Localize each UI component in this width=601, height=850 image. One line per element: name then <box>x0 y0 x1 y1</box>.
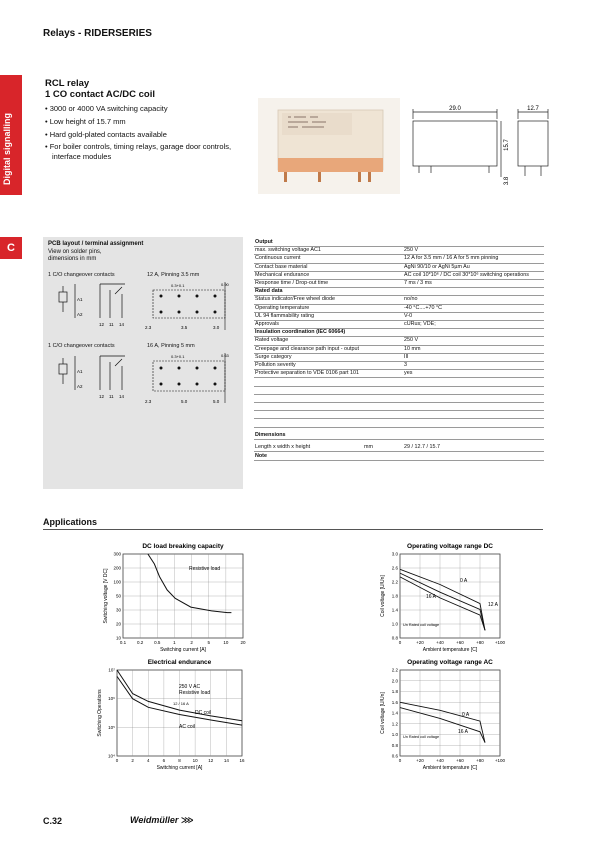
chart-annotation: 0 A <box>462 712 470 718</box>
pin-label: A1 <box>77 297 83 302</box>
x-axis-label: Switching current [A] <box>156 765 203 771</box>
x-tick-label: +20 <box>416 640 424 645</box>
chart-annotation: AC coil <box>179 724 195 730</box>
x-tick-label: 0.2 <box>137 640 144 645</box>
pcb-title: PCB layout / terminal assignment <box>48 241 144 247</box>
chart-annotation: Resistive load <box>179 690 211 696</box>
y-tick-label: 0.8 <box>391 742 398 748</box>
applications-heading: Applications <box>43 517 98 527</box>
series-line <box>400 573 485 630</box>
product-title-line1: RCL relay <box>45 78 90 89</box>
y-tick-label: 2.2 <box>391 579 398 585</box>
y-tick-label: 100 <box>113 579 121 585</box>
chart-annotation: Resistive load <box>189 566 221 572</box>
dim-label: 2.3 <box>145 399 152 404</box>
spec-label: Status indicator/Free wheel diode <box>255 296 336 303</box>
section-tab-label: Digital signalling <box>2 112 12 185</box>
y-tick-label: 2.2 <box>391 667 398 673</box>
y-tick-label: 0.6 <box>391 753 398 759</box>
y-tick-label: 10⁶ <box>108 696 115 702</box>
pcb-layout-label: 1 C/O changeover contacts <box>48 272 115 278</box>
brand-logo-text: Weidmüller <box>130 815 179 825</box>
pin-label: 11 <box>109 394 114 399</box>
chart-annotation: 16 A <box>426 594 437 600</box>
y-tick-label: 0.8 <box>391 635 398 641</box>
chart-title: Electrical endurance <box>147 659 212 666</box>
spec-value: 29 / 12.7 / 15.7 <box>404 443 440 450</box>
feature-text: Low height of 15.7 mm <box>49 116 126 126</box>
spec-label: Mechanical endurance <box>255 271 310 278</box>
dim-label: 5.0 <box>213 399 220 404</box>
spec-label: Surge category <box>255 353 292 360</box>
spec-label: Continuous current <box>255 255 301 262</box>
x-tick-label: +80 <box>476 640 484 645</box>
spec-label: Pollution severity <box>255 362 296 368</box>
x-tick-label: 1 <box>173 640 176 645</box>
x-tick-label: 20 <box>240 640 246 645</box>
spec-label: Contact base material <box>255 263 308 270</box>
y-tick-label: 1.6 <box>391 699 398 705</box>
chart-annotation: DC coil <box>195 710 212 716</box>
feature-item: • Hard gold-plated contacts available <box>45 129 167 139</box>
spec-value: AgNi 90/10 or AgNi 5µm Au <box>404 263 470 270</box>
series-line <box>400 569 485 630</box>
pin-label: 12 <box>99 322 105 327</box>
feature-text: Hard gold-plated contacts available <box>49 129 167 139</box>
dim-label: 3.5 <box>181 325 188 330</box>
chapter-letter: C <box>7 242 15 254</box>
x-tick-label: 14 <box>223 758 229 763</box>
chart-annotation: 12 A <box>488 602 499 608</box>
spec-value: 250 V <box>404 337 419 344</box>
y-axis-label: Switching voltage [V DC] <box>103 568 109 624</box>
spec-label: Response time / Drop-out time <box>255 280 329 286</box>
chart-dc-load-breaking <box>95 540 270 655</box>
dim-label: 0.90 <box>221 282 229 287</box>
x-tick-label: +100 <box>494 640 506 645</box>
spec-value: -40 °C....+70 °C <box>404 304 443 311</box>
y-tick-label: 50 <box>115 593 121 599</box>
logo-mark-icon: ⋙ <box>180 815 194 825</box>
y-tick-label: 1.8 <box>391 593 398 599</box>
x-tick-label: 0 <box>398 640 402 645</box>
pcb-layout-label: 1 C/O changeover contacts <box>48 343 115 349</box>
series-line <box>148 554 232 613</box>
chart-operating-voltage-dc <box>378 540 518 655</box>
x-tick-label: 12 <box>208 758 214 763</box>
applications-rule <box>43 529 543 530</box>
x-tick-label: +20 <box>416 758 424 763</box>
spec-label: Creepage and clearance path input - output <box>255 345 359 352</box>
pcb-pinning-label: 16 A, Pinning 5 mm <box>147 343 195 349</box>
x-tick-label: 0 <box>115 758 119 763</box>
pin-label: 12 <box>99 394 105 399</box>
chart-title: DC load breaking capacity <box>142 543 224 550</box>
feature-text: 3000 or 4000 VA switching capacity <box>49 104 168 113</box>
dim-label: 2.3 <box>145 325 152 330</box>
x-tick-label: 0.5 <box>154 640 161 645</box>
spec-value: AC coil 10*10⁶ / DC coil 30*10⁶ switching operations <box>404 271 529 278</box>
section-tab[interactable] <box>0 75 22 195</box>
x-tick-label: 8 <box>178 758 181 763</box>
spec-value: 12 A for 3.5 mm / 16 A for 5 mm pinning <box>404 255 499 262</box>
dim-label: 3.0 <box>213 325 220 330</box>
pcb-pin-layout <box>143 351 238 407</box>
chart-title: Operating voltage range AC <box>407 659 493 666</box>
brand-logo <box>130 815 194 826</box>
y-tick-label: 10 <box>115 635 121 641</box>
y-tick-label: 300 <box>113 551 121 557</box>
spec-empty-row <box>254 418 544 427</box>
schematic-diagram <box>55 354 140 402</box>
spec-value: 10 mm <box>404 345 421 352</box>
relay-photo <box>258 98 400 194</box>
y-tick-label: 20 <box>115 621 121 627</box>
feature-item: • 3000 or 4000 VA switching capacity <box>45 104 168 113</box>
x-tick-label: 6 <box>162 758 166 763</box>
spec-label: Approvals <box>255 321 279 327</box>
feature-item: • Low height of 15.7 mm <box>45 116 126 126</box>
dim-depth: 12.7 <box>527 106 539 112</box>
spec-label: Length x width x height <box>255 443 311 450</box>
chart-annotation: 0 A <box>460 578 468 584</box>
y-tick-label: 1.0 <box>391 621 398 627</box>
dim-height: 15.7 <box>504 139 510 151</box>
product-title-line2: 1 CO contact AC/DC coil <box>45 89 155 100</box>
spec-value: yes <box>404 370 413 377</box>
x-tick-label: 16 <box>239 758 245 763</box>
spec-value: 3 <box>404 362 407 368</box>
feature-list <box>45 104 255 165</box>
spec-label: Output <box>255 239 273 245</box>
y-tick-label: 3.0 <box>391 551 398 557</box>
chart-operating-voltage-ac <box>378 656 518 774</box>
chart-annotation: Un Rated coil voltage <box>403 623 440 627</box>
x-tick-label: 2 <box>190 640 193 645</box>
y-tick-label: 10⁷ <box>108 667 115 673</box>
spec-value: no/no <box>404 296 418 303</box>
pin-label: 11 <box>109 322 114 327</box>
dim-label: 0.63 <box>221 353 229 358</box>
pin-label: 14 <box>119 394 125 399</box>
chart-annotation: 16 A <box>458 729 469 735</box>
x-tick-label: +80 <box>476 758 484 763</box>
x-tick-label: 4 <box>146 758 150 763</box>
y-tick-label: 1.8 <box>391 689 398 694</box>
chart-electrical-endurance <box>95 656 270 774</box>
y-tick-label: 30 <box>115 607 121 613</box>
chart-annotation: 12 / 16 A <box>173 701 189 706</box>
dimension-drawing <box>405 105 555 190</box>
y-axis-label: Switching Operations <box>97 689 103 737</box>
spec-label: Protective separation to VDE 0106 part 101 <box>255 370 359 377</box>
spec-value: 7 ms / 3 ms <box>404 280 432 286</box>
feature-text: For boiler controls, timing relays, garage door controls, interface modules <box>49 142 232 162</box>
pcb-pinning-label: 12 A, Pinning 3.5 mm <box>147 272 200 278</box>
spec-label: Rated data <box>255 288 283 295</box>
x-tick-label: +60 <box>456 758 464 763</box>
dim-width: 29.0 <box>449 106 461 112</box>
page-header-title: Relays - RIDERSERIES <box>43 28 152 39</box>
y-tick-label: 10⁵ <box>108 724 115 730</box>
pcb-pin-layout <box>143 280 238 332</box>
pcb-sub1: View on solder pins, <box>48 248 102 255</box>
y-tick-label: 2.6 <box>391 565 398 571</box>
spec-value: III <box>404 353 409 360</box>
chart-annotation: Un Rated coil voltage <box>403 735 440 739</box>
spec-label: Operating temperature <box>255 304 310 311</box>
y-tick-label: 200 <box>113 565 121 571</box>
pcb-sub2: dimensions in mm <box>48 256 97 262</box>
chart-title: Operating voltage range DC <box>407 543 493 550</box>
spec-label: Dimensions <box>255 431 286 438</box>
x-tick-label: 0.1 <box>119 640 127 645</box>
chart-annotation: 250 V AC <box>179 684 201 690</box>
x-tick-label: +40 <box>436 758 444 763</box>
spec-label: Rated voltage <box>255 337 289 344</box>
pin-label: A2 <box>77 312 83 317</box>
y-tick-label: 2.0 <box>391 678 398 684</box>
x-axis-label: Ambient temperature [C] <box>422 765 478 771</box>
spec-label: max. switching voltage AC1 <box>255 247 321 254</box>
y-axis-label: Coil voltage [U/Un] <box>380 575 386 617</box>
y-tick-label: 1.4 <box>391 607 398 613</box>
page-number: C.32 <box>43 816 63 826</box>
spec-value: cURus; VDE; <box>404 321 436 327</box>
x-axis-label: Switching current [A] <box>160 647 206 653</box>
y-tick-label: 1.0 <box>391 732 398 737</box>
x-tick-label: 2 <box>131 758 134 763</box>
y-tick-label: 10⁴ <box>108 753 115 759</box>
x-tick-label: 10 <box>192 758 198 763</box>
pcb-heading <box>48 241 143 264</box>
spec-label: UL 94 flammability rating <box>255 312 315 319</box>
x-tick-label: +60 <box>456 640 464 645</box>
y-tick-label: 1.4 <box>391 710 398 716</box>
spec-label: Insulation coordination (IEC 60664) <box>255 329 346 336</box>
spec-label: Note <box>255 453 267 459</box>
pin-label: A2 <box>77 384 83 389</box>
x-tick-label: 10 <box>223 640 229 645</box>
x-tick-label: +40 <box>436 640 444 645</box>
x-tick-label: 5 <box>207 640 210 645</box>
spec-value: V-0 <box>404 312 413 319</box>
dim-pin: 3.8 <box>504 176 510 186</box>
spec-unit: mm <box>364 443 373 450</box>
y-axis-label: Coil voltage [U/Un] <box>380 692 386 734</box>
spec-row <box>254 443 544 452</box>
schematic-diagram <box>55 282 140 330</box>
x-axis-label: Ambient temperature [C] <box>422 647 478 653</box>
dim-label: 0.3+0.1 <box>171 283 185 288</box>
x-tick-label: 0 <box>398 758 402 763</box>
dim-label: 5.0 <box>181 399 188 404</box>
spec-note <box>254 452 544 461</box>
x-tick-label: +100 <box>494 758 506 763</box>
pin-label: 14 <box>119 322 125 327</box>
feature-item: • For boiler controls, timing relays, garage door controls, interface modules <box>45 142 232 162</box>
y-tick-label: 1.2 <box>391 721 398 727</box>
product-title <box>45 78 155 100</box>
dim-label: 0.3+0.1 <box>171 354 185 359</box>
spec-value: 250 V <box>404 247 419 254</box>
spec-section-header <box>254 431 544 440</box>
pin-label: A1 <box>77 369 83 374</box>
